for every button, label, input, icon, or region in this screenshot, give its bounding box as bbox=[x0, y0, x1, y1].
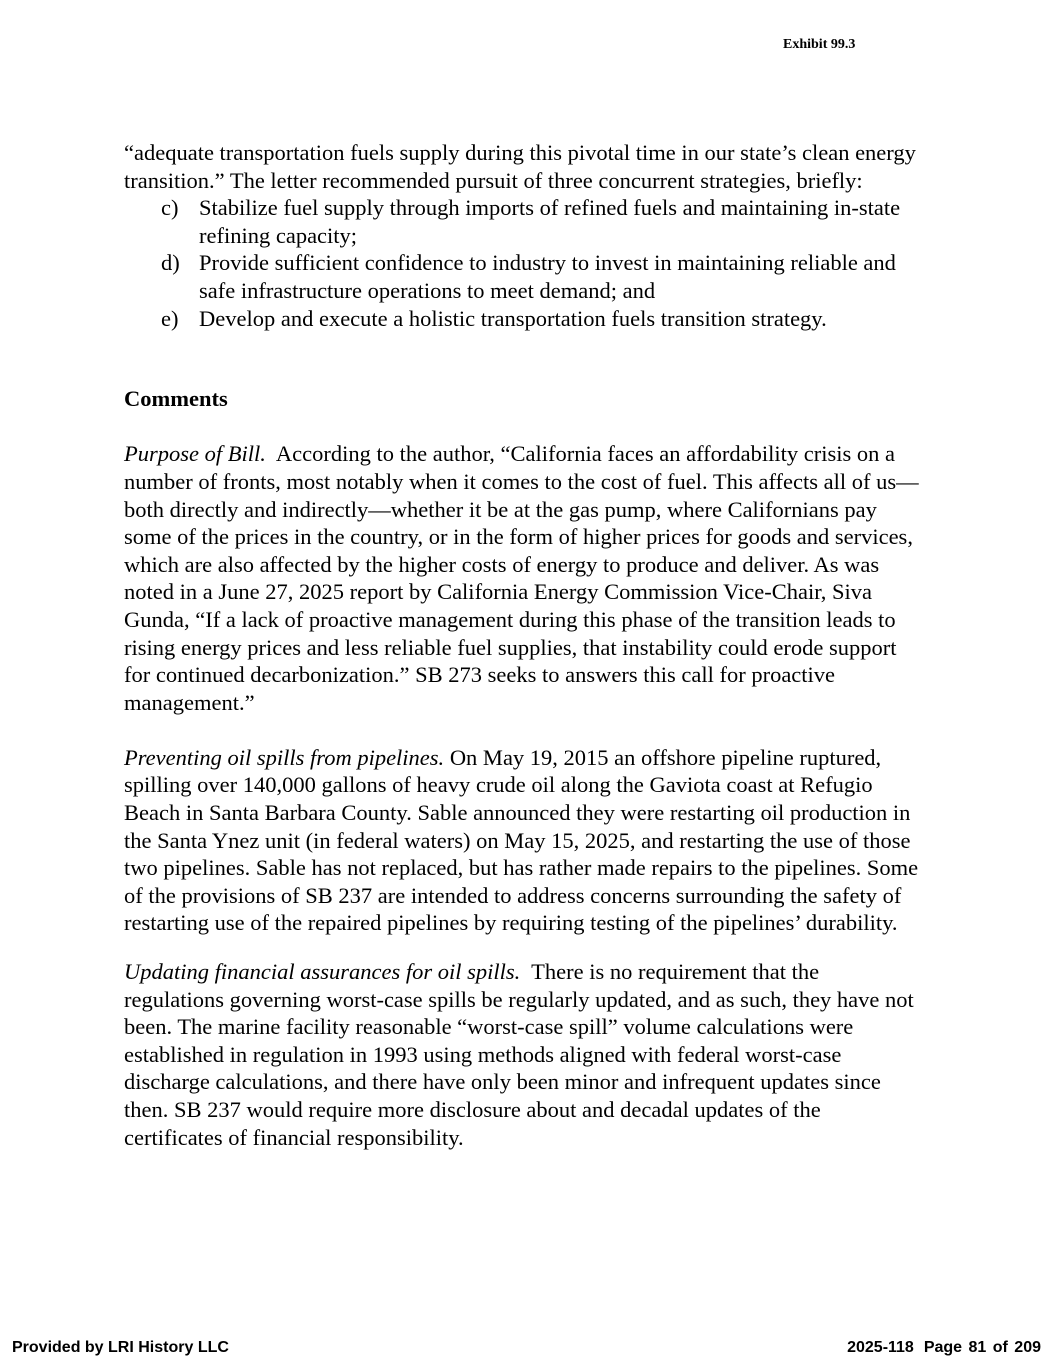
footer-doc-id: 2025-118 bbox=[847, 1339, 914, 1356]
footer-provider: Provided by LRI History LLC bbox=[12, 1339, 229, 1356]
strategy-list bbox=[124, 194, 924, 332]
pipelines-paragraph bbox=[124, 744, 924, 937]
footer-page-number: Page 81 of 209 bbox=[923, 1339, 1041, 1356]
list-item-text: Provide sufficient confidence to industry to invest in maintaining reliable and safe infrastructure operations to meet demand; and bbox=[199, 250, 896, 303]
section-heading: Comments bbox=[124, 386, 228, 412]
list-marker: d) bbox=[161, 250, 180, 276]
financial-title: Updating financial assurances for oil spills. bbox=[124, 959, 521, 985]
list-item bbox=[124, 305, 924, 333]
pipelines-title: Preventing oil spills from pipelines. bbox=[124, 744, 445, 770]
list-item-text: Develop and execute a holistic transportation fuels transition strategy. bbox=[199, 305, 827, 331]
purpose-title: Purpose of Bill. bbox=[124, 441, 266, 467]
list-item-text: Stabilize fuel supply through imports of refined fuels and maintaining in-state refining capacity; bbox=[199, 195, 901, 248]
financial-body: There is no requirement that the regulations governing worst-case spills be regularly updated, and as such, they have not been. The marine facility reasonable “worst-case spill” volume calculations were established in regulation in 1993 using methods aligned with federal worst-case discharge calculations, and there have only been minor and infrequent updates since then. SB 237 would require more disclosure about and decadal updates of the certificates of financial responsibility. bbox=[124, 959, 914, 1150]
financial-paragraph bbox=[124, 958, 924, 1151]
pipelines-body: On May 19, 2015 an offshore pipeline ruptured, spilling over 140,000 gallons of heavy crude oil along the Gaviota coast at Refugio Beach in Santa Barbara County. Sable announced they were restarting oil production in the Santa Ynez unit (in federal waters) on May 15, 2025, and restarting the use of those two pipelines. Sable has not replaced, but has rather made repairs to the pipelines. Some of the provisions of SB 237 are intended to address concerns surrounding the safety of restarting use of the repaired pipelines by requiring testing of the pipelines’ durability. bbox=[124, 744, 919, 936]
exhibit-label: Exhibit 99.3 bbox=[783, 37, 856, 52]
purpose-paragraph bbox=[124, 440, 924, 716]
list-marker: c) bbox=[161, 195, 179, 221]
purpose-body: According to the author, “California faces an affordability crisis on a number of fronts, most notably when it comes to the cost of fuel. This affects all of us—both directly and indirectly—whether it be at the gas pump, where Californians pay some of the prices in the country, or in the form of higher prices for goods and services, which are also affected by the higher costs of energy to produce and deliver. As was noted in a June 27, 2025 report by California Energy Commission Vice-Chair, Siva Gunda, “If a lack of proactive management during this phase of the transition leads to rising energy prices and less reliable fuel supplies, that instability could erode support for continued decarbonization.” SB 273 seeks to answers this call for proactive management.” bbox=[124, 441, 919, 715]
intro-paragraph: “adequate transportation fuels supply during this pivotal time in our state’s clean energy transition.” The letter recommended pursuit of three concurrent strategies, briefly: bbox=[124, 140, 916, 193]
list-marker: e) bbox=[161, 305, 179, 331]
document-body bbox=[124, 139, 924, 1151]
list-item bbox=[124, 249, 924, 304]
list-item bbox=[124, 194, 924, 249]
footer-page-info bbox=[847, 1339, 1041, 1357]
